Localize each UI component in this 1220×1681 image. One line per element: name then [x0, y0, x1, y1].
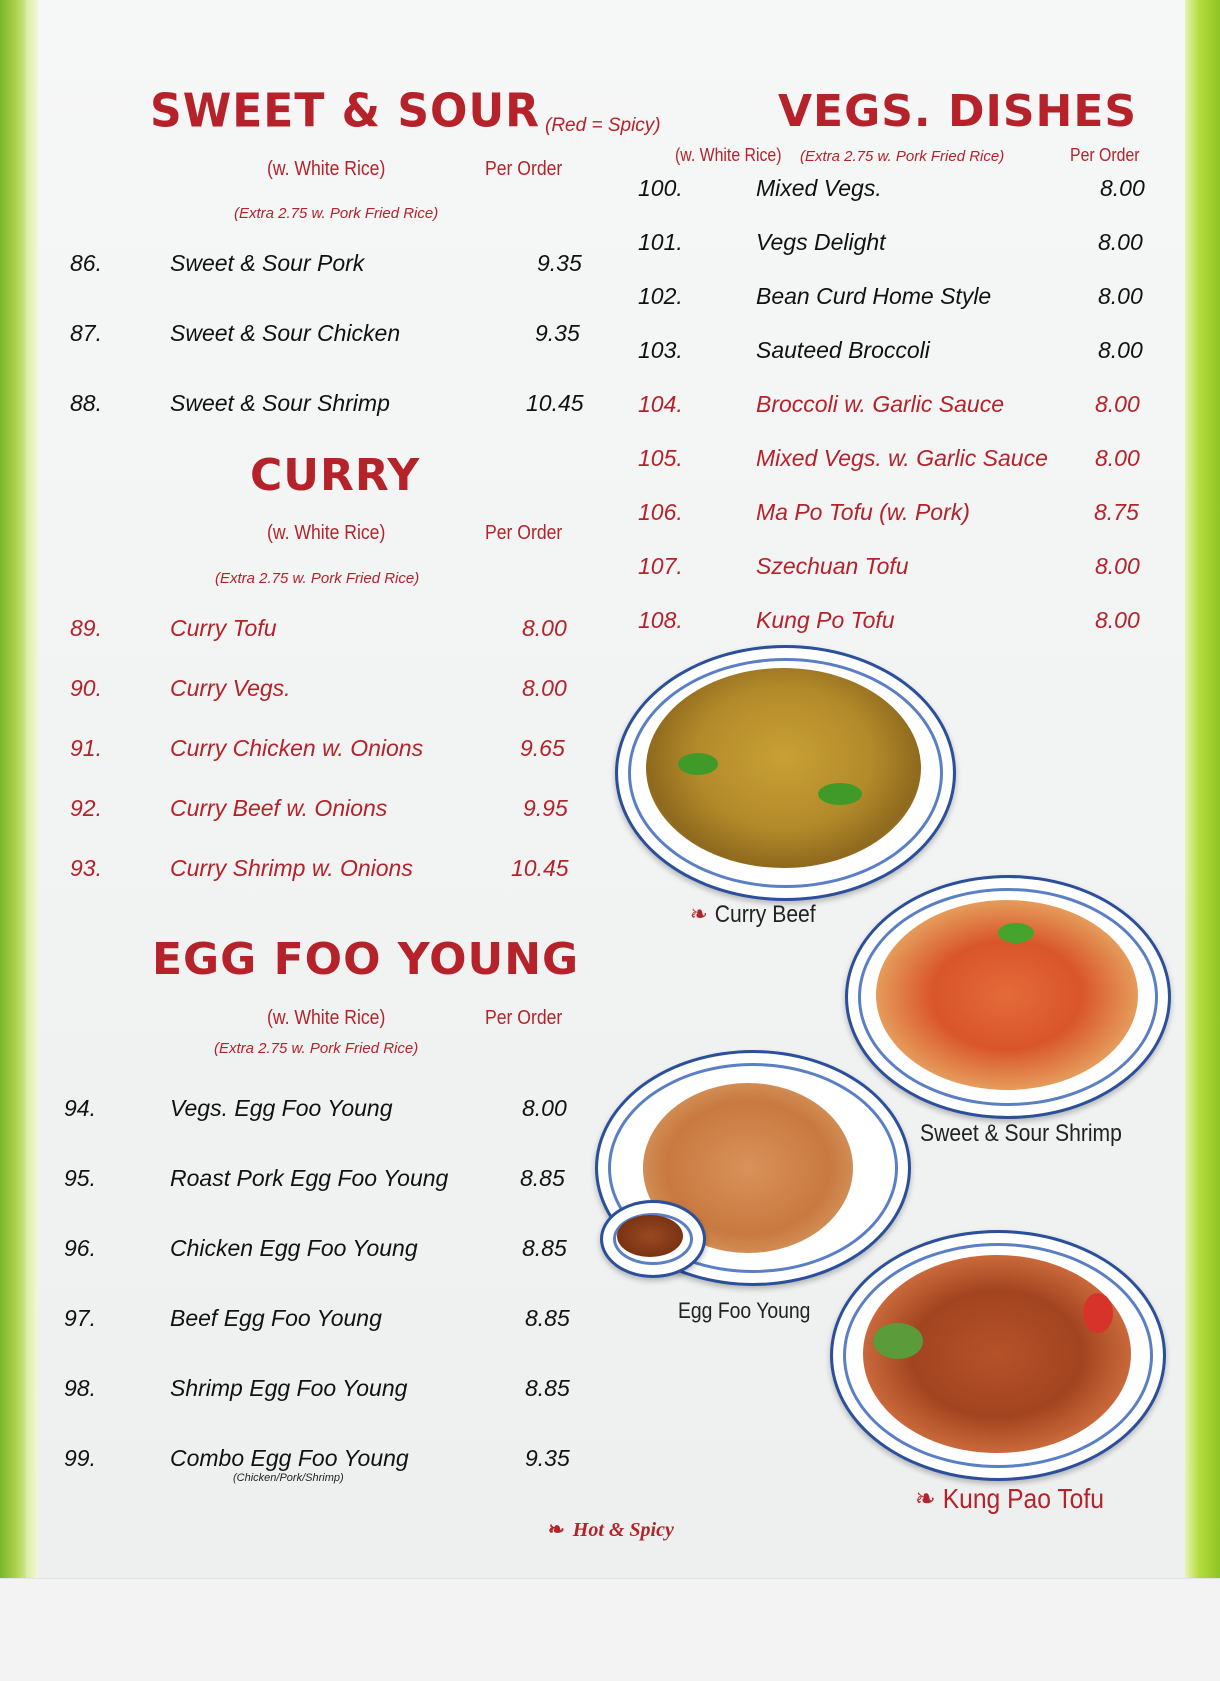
item-price: 9.95 [523, 795, 568, 821]
item-price: 8.00 [1095, 391, 1140, 417]
item-price: 8.85 [522, 1235, 567, 1261]
item-price: 8.00 [1095, 607, 1140, 633]
item-number: 107. [638, 553, 683, 579]
item-price: 9.35 [525, 1445, 570, 1471]
item-price: 8.85 [525, 1375, 570, 1401]
item-number: 88. [70, 390, 102, 416]
sweet-sour-extra-note: (Extra 2.75 w. Pork Fried Rice) [234, 205, 439, 222]
egg-foo-young-rice-note: (w. White Rice) [267, 1007, 386, 1029]
item-price: 8.85 [520, 1165, 565, 1191]
item-name: Ma Po Tofu (w. Pork) [756, 499, 970, 525]
item-number: 102. [638, 283, 683, 309]
chili-icon: ❧ [548, 1519, 565, 1541]
item-number: 90. [70, 675, 102, 701]
item-price: 10.45 [526, 390, 584, 416]
spicy-legend: (Red = Spicy) [545, 115, 661, 136]
item-name: Shrimp Egg Foo Young [170, 1375, 408, 1401]
item-number: 89. [70, 615, 102, 641]
egg-foo-young-extra-note: (Extra 2.75 w. Pork Fried Rice) [214, 1040, 419, 1057]
chili-icon: ❧ [690, 901, 708, 928]
right-green-band [1185, 0, 1220, 1578]
curry-rice-note: (w. White Rice) [267, 522, 386, 544]
item-name: Curry Tofu [170, 615, 277, 641]
item-price: 8.00 [1095, 553, 1140, 579]
chili-icon: ❧ [915, 1483, 936, 1514]
combo-note: (Chicken/Pork/Shrimp) [233, 1472, 344, 1484]
vegs-rice-note: (w. White Rice) [675, 145, 782, 165]
caption-kung-pao-tofu [915, 1482, 1104, 1515]
item-name: Vegs Delight [756, 229, 886, 255]
item-number: 86. [70, 250, 102, 276]
sweet-sour-rice-note: (w. White Rice) [267, 158, 386, 180]
item-number: 93. [70, 855, 102, 881]
left-green-band [0, 0, 26, 1578]
item-number: 95. [64, 1165, 96, 1191]
item-number: 97. [64, 1305, 96, 1331]
caption-curry-beef [690, 900, 816, 929]
item-price: 9.35 [537, 250, 582, 276]
item-name: Broccoli w. Garlic Sauce [756, 391, 1004, 417]
item-number: 105. [638, 445, 683, 471]
section-title-sweet-sour: SWEET & SOUR [150, 84, 541, 139]
item-number: 99. [64, 1445, 96, 1471]
caption-egg-foo-young: Egg Foo Young [678, 1298, 811, 1323]
item-price: 8.00 [522, 615, 567, 641]
item-name: Mixed Vegs. [756, 175, 882, 201]
egg-foo-young-per-order: Per Order [485, 1007, 563, 1029]
item-number: 87. [70, 320, 102, 346]
item-name: Szechuan Tofu [756, 553, 909, 579]
item-name: Bean Curd Home Style [756, 283, 992, 309]
item-number: 98. [64, 1375, 96, 1401]
item-number: 91. [70, 735, 102, 761]
item-name: Mixed Vegs. w. Garlic Sauce [756, 445, 1048, 471]
item-number: 106. [638, 499, 683, 525]
gravy-bowl-photo [600, 1200, 706, 1278]
caption-text: Curry Beef [714, 901, 816, 928]
item-price: 8.00 [1095, 445, 1140, 471]
caption-sweet-sour-shrimp: Sweet & Sour Shrimp [920, 1120, 1122, 1147]
item-name: Combo Egg Foo Young [170, 1445, 409, 1471]
item-number: 104. [638, 391, 683, 417]
vegs-extra-note: (Extra 2.75 w. Pork Fried Rice) [800, 148, 1005, 165]
scan-margin [0, 1578, 1220, 1681]
item-price: 8.00 [522, 675, 567, 701]
item-number: 96. [64, 1235, 96, 1261]
item-price: 8.00 [1100, 175, 1145, 201]
hot-spicy-legend [548, 1517, 674, 1542]
item-number: 92. [70, 795, 102, 821]
item-price: 10.45 [511, 855, 569, 881]
item-name: Curry Vegs. [170, 675, 291, 701]
item-number: 108. [638, 607, 683, 633]
hot-spicy-text: Hot & Spicy [572, 1519, 674, 1541]
section-title-curry: CURRY [250, 450, 421, 501]
section-title-egg-foo-young: EGG FOO YOUNG [152, 934, 580, 985]
item-number: 103. [638, 337, 683, 363]
item-name: Roast Pork Egg Foo Young [170, 1165, 449, 1191]
item-name: Sweet & Sour Shrimp [170, 390, 390, 416]
curry-extra-note: (Extra 2.75 w. Pork Fried Rice) [215, 570, 420, 587]
vegs-per-order: Per Order [1070, 145, 1140, 165]
item-name: Chicken Egg Foo Young [170, 1235, 418, 1261]
item-name: Sweet & Sour Pork [170, 250, 365, 276]
kung-pao-tofu-photo [830, 1230, 1166, 1481]
curry-per-order: Per Order [485, 522, 563, 544]
item-name: Vegs. Egg Foo Young [170, 1095, 393, 1121]
caption-text: Kung Pao Tofu [942, 1483, 1104, 1514]
item-name: Beef Egg Foo Young [170, 1305, 382, 1331]
item-number: 94. [64, 1095, 96, 1121]
item-price: 9.65 [520, 735, 565, 761]
item-name: Sweet & Sour Chicken [170, 320, 401, 346]
sweet-sour-shrimp-photo [845, 875, 1171, 1119]
item-name: Sauteed Broccoli [756, 337, 930, 363]
curry-beef-photo [615, 645, 956, 901]
section-title-vegs-dishes: VEGS. DISHES [778, 86, 1138, 137]
item-number: 101. [638, 229, 683, 255]
item-name: Kung Po Tofu [756, 607, 895, 633]
left-light-band [26, 0, 38, 1578]
item-price: 8.85 [525, 1305, 570, 1331]
item-name: Curry Chicken w. Onions [170, 735, 424, 761]
item-price: 9.35 [535, 320, 580, 346]
item-price: 8.00 [1098, 229, 1143, 255]
item-price: 8.75 [1094, 499, 1139, 525]
item-price: 8.00 [522, 1095, 567, 1121]
item-name: Curry Shrimp w. Onions [170, 855, 413, 881]
sweet-sour-per-order: Per Order [485, 158, 563, 180]
item-name: Curry Beef w. Onions [170, 795, 388, 821]
item-price: 8.00 [1098, 337, 1143, 363]
item-price: 8.00 [1098, 283, 1143, 309]
item-number: 100. [638, 175, 683, 201]
